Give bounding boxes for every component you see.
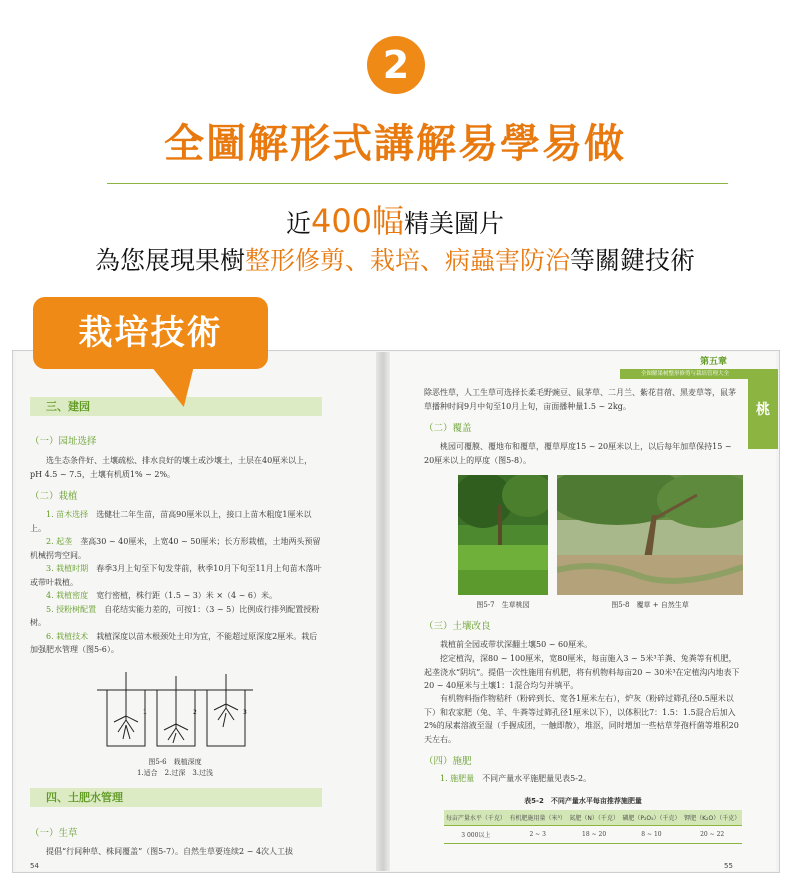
fert-text: 不同产量水平施肥量见表5-2。 xyxy=(482,774,592,783)
planting-items xyxy=(30,508,322,657)
subheading-planting: （二）栽植 xyxy=(30,491,78,502)
line2-post: 等關鍵技術 xyxy=(570,246,696,275)
item-text: 自花结实能力差的，可按1：（3 ~ 5）比例成行排列配置授粉树。 xyxy=(30,604,320,627)
subheading-fertilizer: （四）施肥 xyxy=(424,756,472,767)
table-cell: 2 ~ 3 xyxy=(508,826,568,844)
paragraph-soil-1: 栽植前全园或带状深翻土壤50 ~ 60厘米。 xyxy=(440,640,593,649)
item-label: 2. 起垄 xyxy=(46,537,73,546)
item-text: 垄高30 ~ 40厘米，上宽40 ~ 50厘米；长方形栽植，土地两头预留机械拐弯空间。 xyxy=(30,537,321,560)
planting-depth-figure xyxy=(95,670,255,750)
photo-mulch-grass xyxy=(557,475,743,595)
paragraph-grass: 提倡“行间种草、株间覆盖”（图5-7）。自然生草要连续2 ~ 4次人工拔 xyxy=(46,847,294,856)
table-cell: 3 000以上 xyxy=(444,826,508,844)
line2-pre: 為您展現果樹 xyxy=(94,246,245,275)
subheading-cover: （二）覆盖 xyxy=(424,423,472,434)
section-heading-4: 四、土肥水管理 xyxy=(30,788,322,807)
table-header: 每亩产量水平（千克） xyxy=(444,810,508,826)
photo-caption-1: 图5-7 生草桃园 xyxy=(476,601,530,609)
page-number-right: 55 xyxy=(724,862,733,870)
header-divider xyxy=(107,183,728,184)
item-text: 春季3月上旬至下旬发芽前，秋季10月下旬至11月上旬苗木落叶或带叶栽植。 xyxy=(30,564,322,587)
paragraph-fertilizer xyxy=(440,772,740,786)
item-text: 宽行密植，株行距（1.5 ~ 3）米 ×（4 ~ 6）米。 xyxy=(96,591,278,600)
fig-number: 3 xyxy=(243,709,247,716)
section-heading-3: 三、建园 xyxy=(30,397,322,416)
fertilizer-table xyxy=(444,810,742,844)
table-header: 钾肥（K₂O）（千克） xyxy=(682,810,742,826)
figure-subcaption: 1.适合 2.过深 3.过浅 xyxy=(136,769,214,777)
figure-caption: 图5-6 栽植深度 xyxy=(148,758,202,766)
book-spine xyxy=(376,352,390,871)
planting-item xyxy=(30,630,322,657)
item-label: 3. 栽植时期 xyxy=(46,564,89,573)
section-tab: 桃 xyxy=(748,369,778,449)
paragraph-cover: 桃园可覆膜、覆地布和覆草，覆草厚度15 ~ 20厘米以上，以后每年加草保持15 ~ 20厘米以上的厚度（图5-8）。 xyxy=(424,442,732,465)
planting-item xyxy=(30,562,322,589)
subheadline-1 xyxy=(0,196,790,242)
planting-item xyxy=(30,589,322,603)
item-label: 6. 栽植技术 xyxy=(46,631,89,641)
table-header: 氮肥（N）（千克） xyxy=(568,810,621,826)
chapter-title-bar: 全图解果树整形修剪与栽培管理大全 xyxy=(620,369,750,379)
item-text: 选健壮二年生苗，苗高90厘米以上，接口上苗木粗度1厘米以上。 xyxy=(30,510,312,533)
paragraph-site: 选生态条件好、土壤疏松、排水良好的壤土或沙壤土，土层在40厘米以上，pH 4.5 ~ 7.5，土壤有机质1% ~ 2%。 xyxy=(30,456,313,479)
paragraph-soil-3: 有机物料指作物秸秆（粉碎到长、宽各1厘米左右），炉灰（粉碎过筛孔径0.5厘米以下）和农家肥（兔、羊、牛粪等过筛孔径1厘米以下），以体积比7：1.5：1.5混合后加入2%的尿素溶液至湿（手握成团，一触即散），堆沤，同时增加一些枯草芽孢杆菌等堆积20天左右。 xyxy=(424,694,739,744)
photo-grass-orchard xyxy=(458,475,548,595)
line2-highlight: 整形修剪、栽培、病蟲害防治 xyxy=(244,246,570,275)
page-number-left: 54 xyxy=(30,862,39,870)
table-row xyxy=(444,826,742,844)
fert-label: 1. 施肥量 xyxy=(440,774,475,783)
chapter-number: 第五章 xyxy=(700,357,728,367)
line1-pre: 近 xyxy=(285,209,311,238)
table-cell: 20 ~ 22 xyxy=(682,826,742,844)
planting-item xyxy=(30,603,322,630)
photo-caption-2: 图5-8 覆草 + 自然生草 xyxy=(611,601,689,609)
step-number-badge: 2 xyxy=(367,36,425,94)
subheading-soil: （三）土壤改良 xyxy=(424,621,491,632)
fig-number: 2 xyxy=(193,709,197,716)
line1-post: 精美圖片 xyxy=(404,209,505,238)
item-label: 4. 栽植密度 xyxy=(46,591,89,600)
paragraph-grass-cont: 除恶性草，人工生草可选择长柔毛野豌豆、鼠茅草、二月兰、紫花苜蓿、黑麦草等，鼠茅草播种时间9月中旬至10月上旬，亩面播种量1.5 ~ 2kg。 xyxy=(424,388,736,411)
subheading-site: （一）园址选择 xyxy=(30,436,97,447)
planting-item xyxy=(30,508,322,535)
fig-number: 1 xyxy=(143,709,147,716)
item-text: 栽植深度以苗木根颈处土印为宜，不能超过原深度2厘米。栽后加强肥水管理（图5-6）。 xyxy=(30,631,318,654)
table-header: 磷肥（P₂O₅）（千克） xyxy=(621,810,683,826)
table-cell: 18 ~ 20 xyxy=(568,826,621,844)
table-header: 有机肥施用量（米³） xyxy=(508,810,568,826)
subheadline-2 xyxy=(0,241,790,277)
subheading-grass: （一）生草 xyxy=(30,828,78,839)
table-title: 表5-2 不同产量水平每亩推荐施肥量 xyxy=(524,797,642,805)
line1-number: 400幅 xyxy=(310,202,405,240)
planting-item xyxy=(30,535,322,562)
item-label: 1. 苗木选择 xyxy=(46,510,89,519)
table-header-row xyxy=(444,810,742,826)
callout-label: 栽培技術 xyxy=(33,297,268,369)
item-label: 5. 授粉树配置 xyxy=(46,604,97,614)
table-cell: 8 ~ 10 xyxy=(621,826,683,844)
paragraph-soil-2: 挖定植沟，深80 ~ 100厘米，宽80厘米，每亩施入3 ~ 5米³羊粪、兔粪等有机肥，起垄浇水“阴坑”。提倡一次性施用有机肥，将有机物料每亩20 ~ 30米³在定植沟内地表下20 ~ 40厘米与土壤1：1混合均匀并填平。 xyxy=(424,654,740,690)
headline: 全圖解形式講解易學易做 xyxy=(164,121,626,167)
